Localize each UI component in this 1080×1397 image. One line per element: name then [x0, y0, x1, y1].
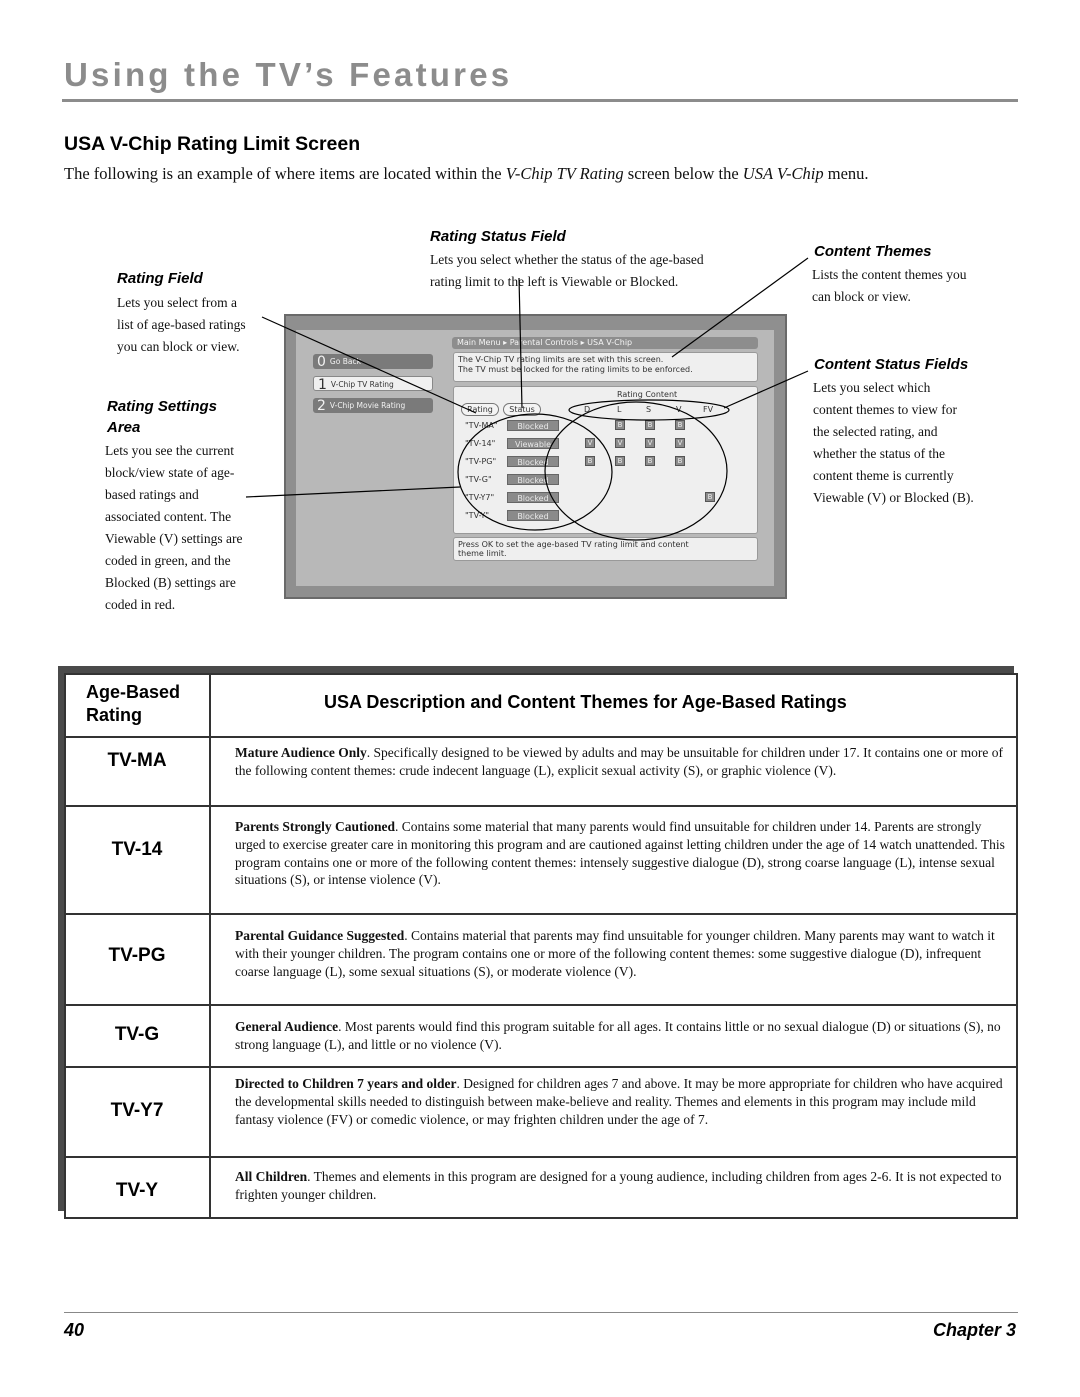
page-number: 40 [64, 1320, 85, 1340]
tv-row-status[interactable]: Blocked [507, 474, 559, 485]
callout-line: associated content. The [105, 509, 232, 524]
tv-theme-d: D [584, 405, 591, 414]
callout-line: list of age-based ratings [117, 317, 246, 332]
leader-line-rating-status [519, 278, 522, 408]
tv-content-checkbox[interactable]: B [585, 456, 595, 466]
rating-description [235, 1018, 1005, 1054]
tv-row-status[interactable]: Blocked [507, 510, 559, 521]
rating-code-tv-g: TV-G [114, 1024, 160, 1045]
tv-menu-number: 2 [317, 398, 326, 414]
callout-line: can block or view. [812, 289, 911, 304]
rating-code-tv-ma: TV-MA [107, 750, 167, 771]
tv-status-field[interactable]: Status [503, 403, 541, 416]
footer-rule [64, 1312, 1018, 1313]
rating-description [235, 1075, 1005, 1128]
rating-description-lead: Mature Audience Only [235, 745, 367, 760]
table-header-age-based: Age-Based [86, 682, 181, 702]
table-header-rating: Rating [86, 705, 142, 725]
callout-line: Lets you see the current [105, 443, 234, 458]
tv-row-status[interactable]: Blocked [507, 420, 559, 431]
rating-description-text: . Contains some material that many parents would find unsuitable for children under 14. Parents are strongly urged to exercise greater care in monitoring this program and are cautioned against letting children under the age of 14 watch unattended. This program contains one or more of the following content themes: intensely suggestive dialogue (D), strong coarse language (L), intense sexual situations (S), or intense violence (V). [235, 819, 1005, 888]
callout-line: content themes to view for [813, 402, 957, 417]
callout-line: whether the status of the [813, 446, 945, 461]
rating-description [235, 744, 1005, 780]
tv-rating-field[interactable]: Rating [461, 403, 499, 416]
callout-line: content theme is currently [813, 468, 954, 483]
table-header-description: USA Description and Content Themes for Age-Based Ratings [324, 692, 847, 712]
table-row-divider [64, 736, 1018, 738]
rating-code-tv-pg: TV-PG [108, 945, 166, 966]
rating-code-tv-14: TV-14 [111, 839, 163, 860]
tv-menu-label: V-Chip Movie Rating [329, 401, 406, 410]
intro-italic-usa-vchip: USA V-Chip [742, 164, 824, 183]
tv-content-checkbox[interactable]: V [675, 438, 685, 448]
tv-content-checkbox[interactable]: B [675, 456, 685, 466]
rating-description-lead: Parents Strongly Cautioned [235, 819, 396, 834]
tv-row-rating: "TV-PG" [465, 457, 497, 466]
section-heading: USA V-Chip Rating Limit Screen [64, 133, 361, 155]
tv-theme-fv: FV [703, 405, 714, 414]
highlight-oval-content [545, 402, 727, 540]
tv-breadcrumb: Main Menu ▸ Parental Controls ▸ USA V-Chip [452, 337, 758, 349]
rating-code-tv-y7: TV-Y7 [110, 1100, 164, 1121]
table-column-divider [209, 673, 211, 1219]
rating-code-tv-y: TV-Y [115, 1180, 159, 1201]
tv-menu-number: 1 [318, 377, 327, 393]
rating-description-text: . Contains material that parents may find unsuitable for younger children. Many parents may want to watch it with their younger children. The program contains one or more of the following content themes: some suggestive dialogue (D), infrequent coarse language (L), some sexual situations (S), or moderate violence (V). [235, 928, 995, 979]
callout-line: Lets you select which [813, 380, 931, 395]
table-row-divider [64, 1066, 1018, 1068]
leader-line-content-themes [672, 258, 808, 357]
callout-line: based ratings and [105, 487, 199, 502]
rating-description-text: . Designed for children ages 7 and above. It may be more appropriate for children who have acquired the developmental skills needed to distinguish between make-believe and reality. Themes and elements in this program may include mild fantasy violence (FV) or comedic violence, or may frighten children under the age of 7. [235, 1076, 1003, 1127]
callout-rating-status-title: Rating Status Field [430, 228, 566, 245]
tv-row-rating: "TV-Y" [465, 511, 490, 520]
tv-content-checkbox[interactable]: B [705, 492, 715, 502]
table-row-divider [64, 1156, 1018, 1158]
tv-row-status[interactable]: Viewable [507, 438, 559, 449]
tv-content-checkbox[interactable]: B [615, 420, 625, 430]
rating-description-lead: All Children [235, 1169, 308, 1184]
rating-description [235, 818, 1005, 889]
tv-theme-v: V [676, 405, 682, 414]
tv-theme-s: S [646, 405, 652, 414]
tv-row-status[interactable]: Blocked [507, 456, 559, 467]
tv-menu-number: 0 [317, 354, 326, 370]
tv-menu-label: V-Chip TV Rating [330, 380, 394, 389]
rating-description-text: . Specifically designed to be viewed by adults and may be unsuitable for children under 17. It contains one or more of the following content themes: crude indecent language (L), explicit sexual activity (S), or graphic violence (V). [235, 745, 1003, 778]
rating-description-lead: General Audience [235, 1019, 339, 1034]
callout-line: Viewable (V) or Blocked (B). [813, 490, 974, 505]
tv-content-checkbox[interactable]: V [615, 438, 625, 448]
callout-line: you can block or view. [117, 339, 240, 354]
table-row-divider [64, 805, 1018, 807]
tv-content-checkbox[interactable]: V [585, 438, 595, 448]
table-row-divider [64, 1004, 1018, 1006]
tv-content-checkbox[interactable]: V [645, 438, 655, 448]
tv-row-rating: "TV-Y7" [465, 493, 495, 502]
tv-content-checkbox[interactable]: B [645, 420, 655, 430]
rating-description-lead: Parental Guidance Suggested [235, 928, 405, 943]
rating-description-lead: Directed to Children 7 years and older [235, 1076, 457, 1091]
tv-content-checkbox[interactable]: B [675, 420, 685, 430]
rating-description-text: . Themes and elements in this program are designed for a young audience, including children from ages 2-6. It is not expected to frighten younger children. [235, 1169, 1002, 1202]
callout-line: Blocked (B) settings are [105, 575, 236, 590]
callout-line: coded in green, and the [105, 553, 231, 568]
highlight-oval-ratings [458, 414, 612, 530]
rating-description [235, 1168, 1005, 1204]
tv-content-checkbox[interactable]: B [645, 456, 655, 466]
tv-footer-line: theme limit. [458, 549, 507, 558]
tv-footer-line: Press OK to set the age-based TV rating limit and content [458, 540, 689, 549]
tv-info-line: The TV must be locked for the rating limits to be enforced. [458, 365, 693, 374]
tv-theme-l: L [617, 405, 622, 414]
callout-line: Viewable (V) settings are [105, 531, 243, 546]
chapter-label: Chapter 3 [932, 1320, 1016, 1340]
leader-line-rating-settings [246, 487, 460, 497]
tv-row-rating: "TV-MA" [465, 421, 498, 430]
callout-rating-settings-title-2: Area [107, 419, 141, 436]
table-row-divider [64, 913, 1018, 915]
callout-line: Lets you select whether the status of the age-based [430, 252, 704, 267]
leader-line-content-status [724, 371, 808, 408]
tv-menu-label: Go Back [329, 357, 361, 366]
intro-italic-vchip-tv-rating: V-Chip TV Rating [505, 164, 624, 183]
tv-row-rating: "TV-G" [465, 475, 492, 484]
intro-text: The following is an example of where items are located within the [64, 164, 506, 183]
tv-content-checkbox[interactable]: B [615, 456, 625, 466]
callout-content-status-title: Content Status Fields [814, 356, 969, 373]
callout-line: Lets you select from a [117, 295, 237, 310]
callout-rating-settings-title-1: Rating Settings [107, 398, 218, 415]
tv-row-status[interactable]: Blocked [507, 492, 559, 503]
callout-line: coded in red. [105, 597, 176, 612]
rating-description [235, 927, 1005, 980]
intro-text: menu. [823, 164, 869, 183]
callout-rating-field-title: Rating Field [117, 270, 203, 287]
callout-line: the selected rating, and [813, 424, 938, 439]
tv-rating-content-label: Rating Content [617, 390, 678, 399]
callout-line: block/view state of age- [105, 465, 235, 480]
intro-text: screen below the [623, 164, 743, 183]
rating-description-text: . Most parents would find this program suitable for all ages. It contains little or no sexual dialogue (D) or situations (S), no strong language (L), and little or no violence (V). [235, 1019, 1001, 1052]
tv-info-line: The V-Chip TV rating limits are set with this screen. [458, 355, 664, 364]
tv-row-rating: "TV-14" [465, 439, 496, 448]
leader-line-rating-field [262, 317, 476, 413]
page-title: Using the TV’s Features [64, 56, 513, 93]
callout-line: rating limit to the left is Viewable or Blocked. [430, 274, 679, 289]
callout-content-themes-title: Content Themes [814, 243, 932, 260]
callout-line: Lists the content themes you [812, 267, 967, 282]
